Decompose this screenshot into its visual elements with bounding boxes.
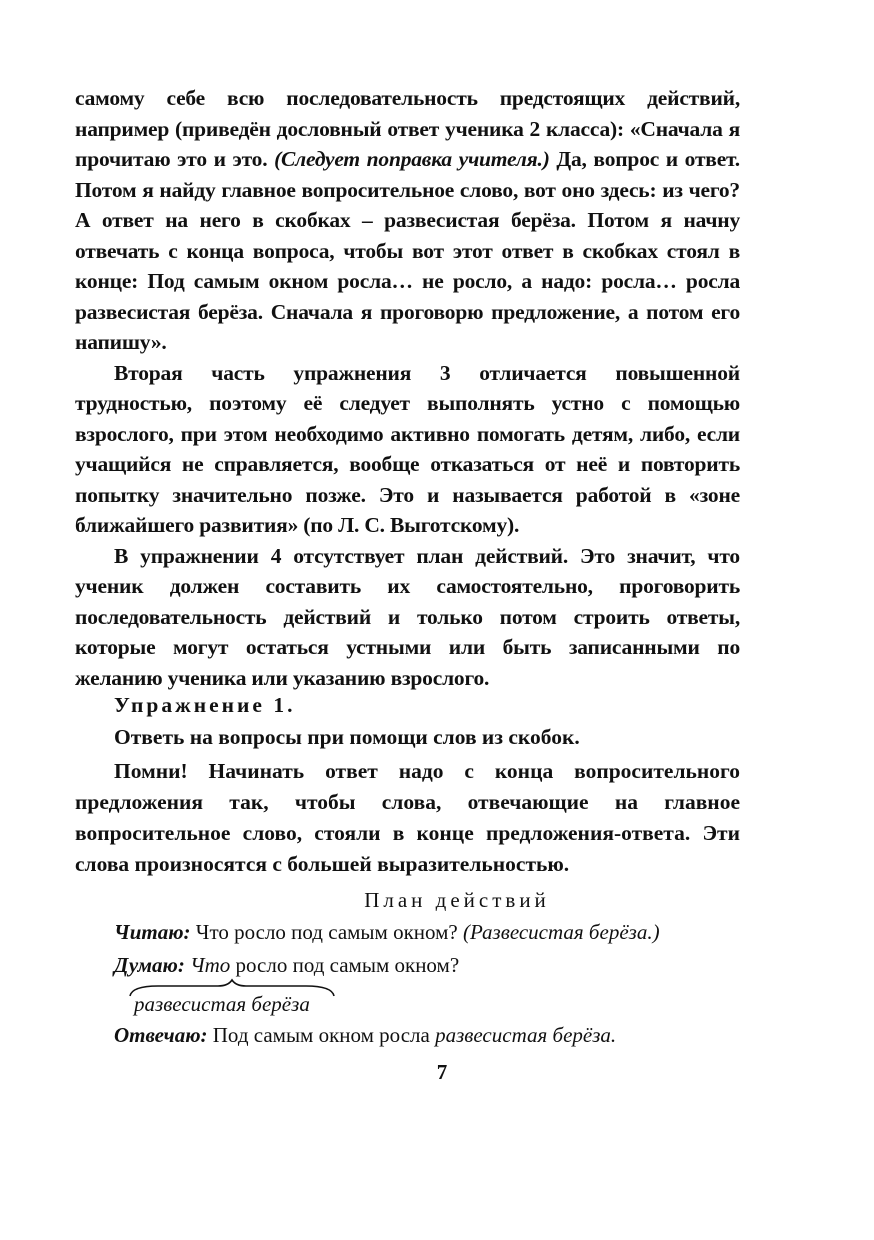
answer-emphasis: развесистая берёза. bbox=[435, 1023, 617, 1047]
exercise-task: Ответь на вопросы при помощи слов из скобок. bbox=[114, 725, 580, 749]
plan-step-answer bbox=[114, 1023, 616, 1048]
page-number: 7 bbox=[436, 1060, 448, 1084]
think-question: росло под самым окном? bbox=[230, 953, 460, 977]
paragraph-text-cont: Да, вопрос и ответ. Потом я найду главное вопросительное слово, вот оно здесь: из чего? А ответ на него в скобках – развесистая берёза. Потом я начну отвечать с конца вопроса, чтобы вот этот ответ в скобках стоял в конце: Под самым окном росла… не росло, а надо: росла… росла развесистая берёза. Сначала я проговорю предложение, а потом его напишу». bbox=[75, 147, 740, 354]
paragraph-exercise-4: В упражнении 4 отсутствует план действий. Это значит, что ученик должен составить их самостоятельно, проговорить последовательность действий и только потом строить ответы, которые могут остаться устными или быть записанными по желанию ученика или указанию взрослого. bbox=[75, 543, 740, 690]
body-text bbox=[75, 83, 740, 693]
exercise-note: Помни! Начинать ответ надо с конца вопросительного предложения так, чтобы слова, отвечающие на главное вопросительное слово, стояли в конце предложения-ответа. Эти слова произносятся с большей выразительностью. bbox=[75, 759, 740, 876]
question-word: Что bbox=[190, 953, 231, 977]
paragraph-exercise-3: Вторая часть упражнения 3 отличается повышенной трудностью, поэтому её следует выполнять устно с помощью взрослого, при этом необходимо активно помогать детям, либо, если учащийся не справляется, вообще отказаться от неё и повторить попытку значительно позже. Это и называется работой в «зоне ближайшего развития» (по Л. С. Выготскому). bbox=[75, 360, 740, 537]
teacher-correction: (Следует поправка учителя.) bbox=[274, 147, 550, 171]
paragraph-student-answer bbox=[75, 83, 740, 358]
exercise-title: Упражнение 1. bbox=[114, 693, 296, 717]
plan-step-read bbox=[114, 920, 660, 945]
think-label: Думаю: bbox=[114, 953, 185, 977]
plan-step-think bbox=[114, 953, 459, 978]
paragraph-text: самому себе всю последовательность предстоящих действий, например (приведён дословный ответ ученика 2 класса): «Сначала я прочитаю это и это. bbox=[75, 86, 740, 171]
read-label: Читаю: bbox=[114, 920, 191, 944]
plan-title: План действий bbox=[364, 888, 550, 912]
answer-label: Отвечаю: bbox=[114, 1023, 208, 1047]
read-question: Что росло под самым окном? bbox=[190, 920, 463, 944]
read-hint: (Развесистая берёза.) bbox=[462, 920, 660, 944]
answer-text: Под самым окном росла bbox=[207, 1023, 436, 1047]
brace-answer: развесистая берёза bbox=[134, 992, 310, 1016]
